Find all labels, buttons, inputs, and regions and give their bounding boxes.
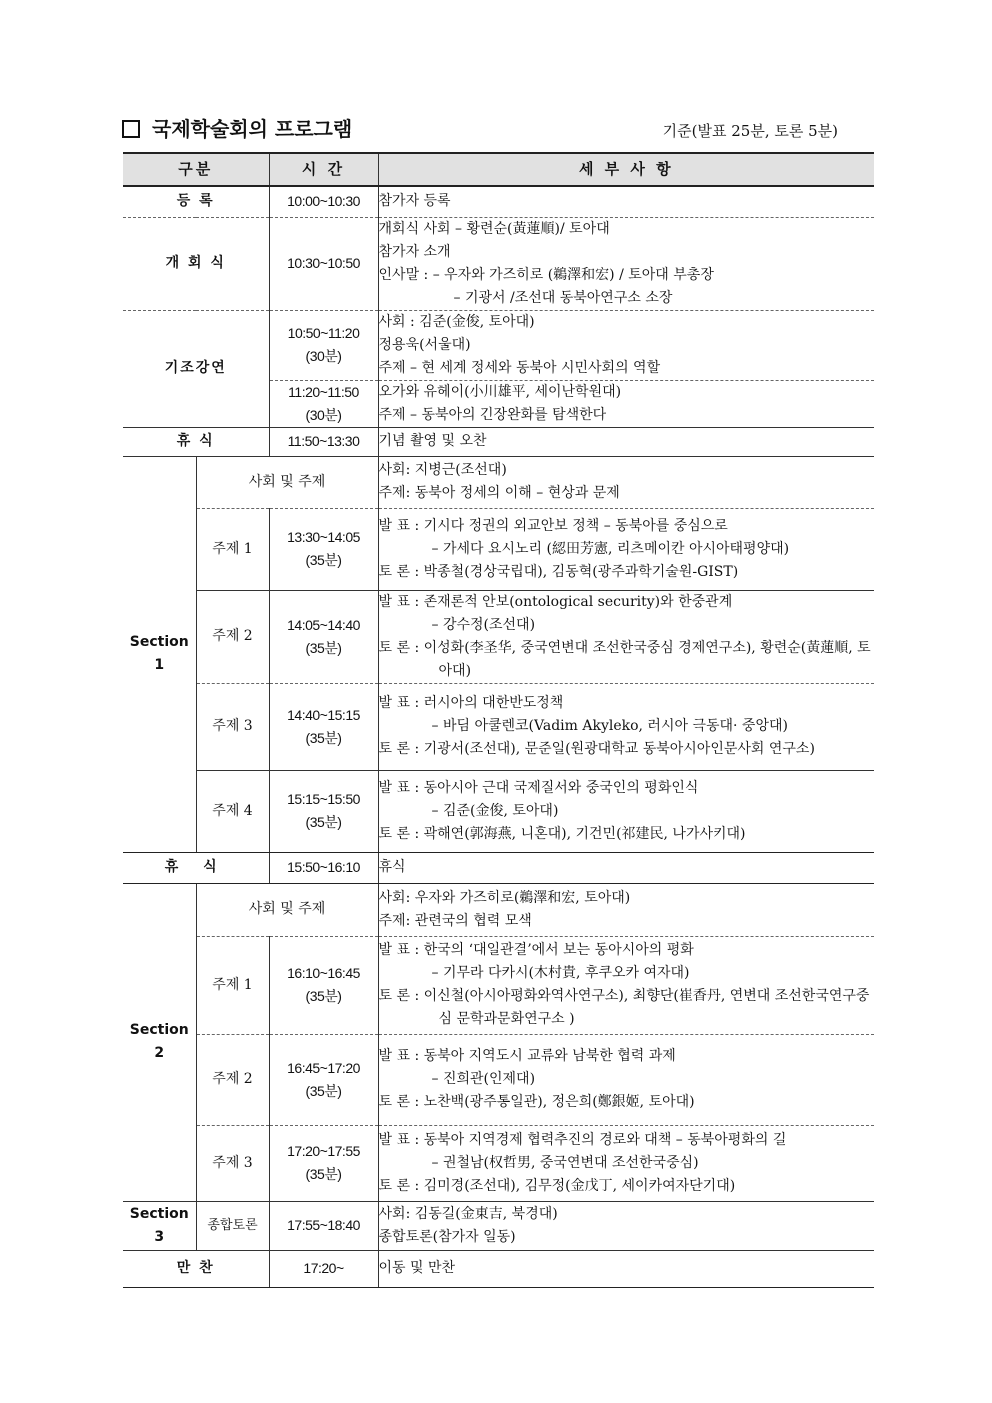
topic-label: 주제 3 [196,1125,269,1201]
title-row [122,116,874,146]
table-row-section1-topic2 [123,590,874,683]
detail-line: – 김준(金俊, 토아대) [431,802,559,819]
detail-line: 참가자 등록 [378,193,451,210]
detail-line: 정용욱(서울대) [378,336,471,353]
detail-line: 발 표 : 존재론적 안보(ontological security)와 한중관계 [378,593,733,610]
detail-line: 토 론 : 노찬백(광주통일관), 정은희(鄭銀姬, 토아대) [378,1094,695,1110]
section-1-label: Section 1 [123,456,196,852]
detail-line: 사회: 지병근(조선대) [378,462,507,478]
detail-line: 주제: 관련국의 협력 모색 [378,912,532,929]
details-section3 [378,1201,874,1250]
detail-line: – 바딤 아쿨렌코(Vadim Akyleko, 러시아 극동대· 중앙대) [431,718,788,734]
detail-line: 종합토론(참가자 일동) [378,1228,516,1245]
topic-details [378,1125,874,1201]
table-row-opening [123,217,874,310]
detail-line: 발 표 : 러시아의 대한반도정책 [378,695,564,711]
table-row-section1-topic3 [123,683,874,770]
table-row-lunch [123,427,874,456]
detail-line: 발 표 : 동아시아 근대 국제질서와 중국인의 평화인식 [378,779,699,796]
category-keynote: 기조강연 [123,310,269,427]
category-opening: 개 회 식 [123,217,269,310]
time-lunch: 11:50~13:30 [269,427,378,456]
column-header-category: 구분 [123,153,269,186]
table-row-section1-topic4 [123,770,874,852]
detail-line: – 강수정(조선대) [431,616,536,633]
time-registration: 10:00~10:30 [269,186,378,217]
time-section3: 17:55~18:40 [269,1201,378,1250]
column-header-details: 세 부 사 항 [378,153,874,186]
topic-time: 16:10~16:45 (35분) [269,936,378,1034]
topic-label: 주제 1 [196,936,269,1034]
detail-line: 토 론 : 박종철(경상국립대), 김동혁(광주과학기술원-GIST) [378,563,739,580]
detail-line: 토 론 : 기광서(조선대), 문준일(원광대학교 동북아시아인문사회 연구소) [378,741,815,757]
detail-line: 사회: 김동길(金東吉, 북경대) [378,1205,558,1222]
table-row-section3 [123,1201,874,1250]
detail-line: 인사말 : – 우자와 가즈히로 (鵜澤和宏) / 토아대 부총장 [378,266,714,283]
time-criteria: 기준(발표 25분, 토론 5분) [662,122,838,140]
detail-line: 발 표 : 한국의 ‘대일관결’에서 보는 동아시아의 평화 [378,942,694,958]
table-row-dinner [123,1250,874,1287]
detail-line: 참가자 소개 [378,243,451,260]
checkbox-icon [122,120,140,138]
table-row-section2-topic3 [123,1125,874,1201]
details-break [378,852,874,883]
time-break: 15:50~16:10 [269,852,378,883]
category-registration: 등 록 [123,186,269,217]
detail-line: – 권철남(权哲男, 중국연변대 조선한국중심) [431,1154,699,1171]
details-section1-intro [378,456,874,508]
table-row-section2-topic2 [123,1034,874,1125]
section3-label: 종합토론 [196,1201,269,1250]
topic-label: 주제 2 [196,590,269,683]
topic-details [378,770,874,852]
topic-details [378,590,874,683]
details-dinner [378,1250,874,1287]
time-keynote-2: 11:20~11:50 (30분) [269,380,378,427]
topic-time: 16:45~17:20 (35분) [269,1034,378,1125]
details-opening [378,217,874,310]
program-table [123,152,874,1288]
detail-line: 오가와 유헤이(小川雄平, 세이난학원대) [378,383,622,400]
topic-label: 주제 2 [196,1034,269,1125]
details-registration [378,186,874,217]
detail-line: 토 론 : 곽해연(郭海燕, 니혼대), 기건민(祁建民, 나가사키대) [378,825,746,842]
detail-line: 주제: 동북아 정세의 이해 – 현상과 문제 [378,485,620,501]
column-header-time: 시 간 [269,153,378,186]
detail-line: 토 론 : 이신철(아시아평화와역사연구소), 최향단(崔香丹, 연변대 조선한국연구중심 문학과문화연구소 ) [378,988,870,1027]
table-header-row [123,153,874,186]
topic-time: 15:15~15:50 (35분) [269,770,378,852]
detail-line: 휴식 [378,859,406,875]
topic-details [378,683,874,770]
detail-line: – 가세다 요시노리 (綛田芳憲, 리츠메이칸 아시아태평양대) [431,540,790,557]
detail-line: 토 론 : 이성화(李圣华, 중국연변대 조선한국중심 경제연구소), 황련순(黃蓮順, 토아대) [378,639,871,679]
topic-label: 주제 3 [196,683,269,770]
topic-details [378,508,874,590]
detail-line: 개회식 사회 – 황련순(黃蓮順)/ 토아대 [378,220,610,237]
section-2-label: Section 2 [123,883,196,1201]
time-keynote-1: 10:50~11:20 (30분) [269,310,378,380]
detail-line: 기념 촬영 및 오찬 [378,433,487,449]
detail-line: 발 표 : 동북아 지역도시 교류와 남북한 협력 과제 [378,1048,676,1064]
detail-line: 이동 및 만찬 [378,1260,456,1276]
table-row-break [123,852,874,883]
detail-line: 사회: 우자와 가즈히로(鵜澤和宏, 토아대) [378,889,631,906]
table-row-section2-topic1 [123,936,874,1034]
page-title: 국제학술회의 프로그램 [152,117,353,141]
detail-line: 주제 – 현 세계 정세와 동북아 시민사회의 역할 [378,359,661,376]
table-row-section2-intro [123,883,874,936]
table-row-section1-topic1 [123,508,874,590]
details-keynote-1 [378,310,874,380]
time-opening: 10:30~10:50 [269,217,378,310]
section2-intro-label: 사회 및 주제 [196,883,378,936]
detail-line: – 진희관(인제대) [431,1071,536,1087]
section-3-label: Section 3 [123,1201,196,1250]
details-keynote-2 [378,380,874,427]
topic-details [378,936,874,1034]
detail-line: – 기무라 다카시(木村貴, 후쿠오카 여자대) [431,965,690,981]
topic-time: 13:30~14:05 (35분) [269,508,378,590]
topic-time: 17:20~17:55 (35분) [269,1125,378,1201]
details-section2-intro [378,883,874,936]
detail-line: 발 표 : 기시다 정권의 외교안보 정책 – 동북아를 중심으로 [378,517,728,534]
table-row-keynote-1 [123,310,874,380]
detail-line: 주제 – 동북아의 긴장완화를 탐색한다 [378,406,607,423]
table-row-section1-intro [123,456,874,508]
table-row-registration [123,186,874,217]
topic-details [378,1034,874,1125]
time-dinner: 17:20~ [269,1250,378,1287]
category-lunch: 휴 식 [123,427,269,456]
section1-intro-label: 사회 및 주제 [196,456,378,508]
detail-line: – 기광서 /조선대 동북아연구소 소장 [453,289,673,306]
detail-line: 토 론 : 김미경(조선대), 김무정(金戊丁, 세이카여자단기대) [378,1177,736,1194]
detail-line: 발 표 : 동북아 지역경제 협력추진의 경로와 대책 – 동북아평화의 길 [378,1131,787,1148]
category-break: 휴 식 [123,852,269,883]
topic-label: 주제 4 [196,770,269,852]
topic-time: 14:40~15:15 (35분) [269,683,378,770]
topic-time: 14:05~14:40 (35분) [269,590,378,683]
detail-line: 사회 : 김준(金俊, 토아대) [378,313,535,330]
category-dinner: 만 찬 [123,1250,269,1287]
topic-label: 주제 1 [196,508,269,590]
details-lunch [378,427,874,456]
